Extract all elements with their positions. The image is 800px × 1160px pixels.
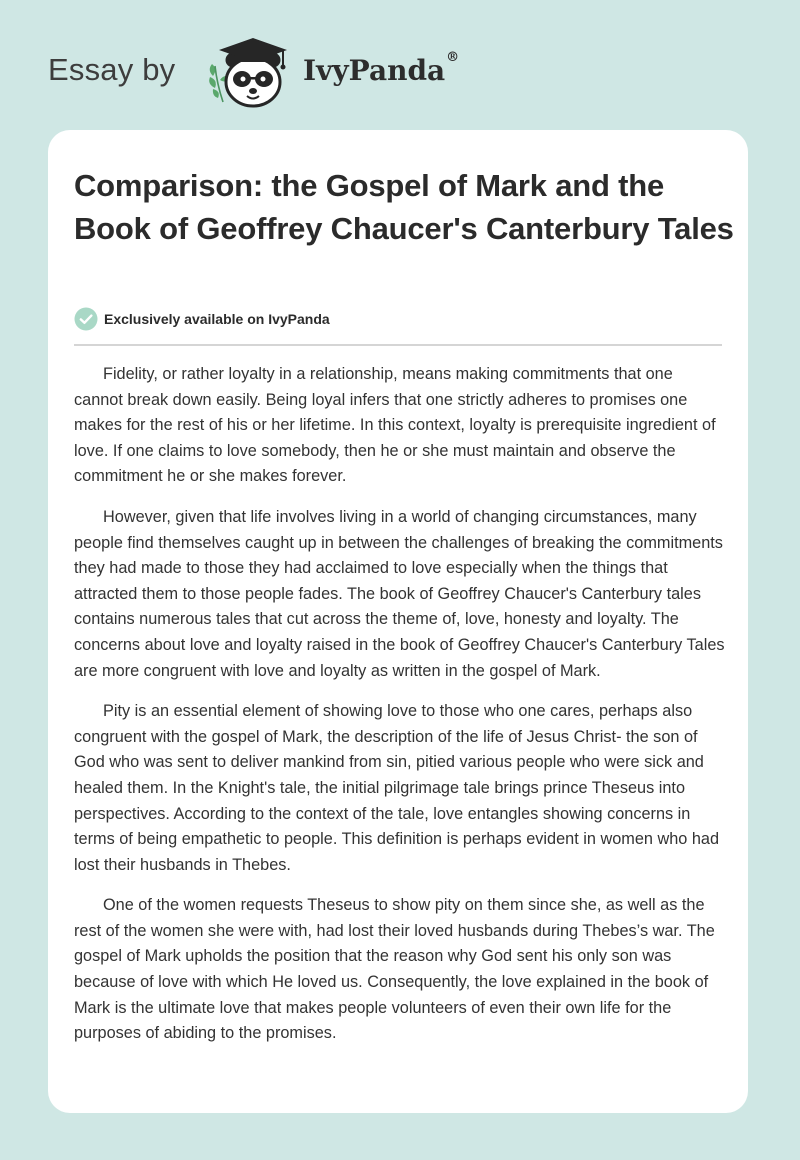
essay-title: Comparison: the Gospel of Mark and the Book of Geoffrey Chaucer's Canterbury Tales [74,168,734,246]
exclusive-badge-label: Exclusively available on IvyPanda [104,311,330,327]
brand-name-text: IvyPanda [303,54,446,87]
brand-header [48,36,468,108]
essay-card [48,130,748,1113]
panda-graduate-logo-icon [203,36,303,108]
brand-name [303,50,460,87]
title-divider [74,344,722,346]
essay-paragraph: One of the women requests Theseus to show pity on them since she, as well as the rest of the women she were with, had lost their loved husbands during Thebes’s war. The gospel of Mark upholds the position that the reason why God sent his only son was because of love with which He loved us. Consequently, the love explained in the book of Mark is the ultimate love that makes people volunteers of even their own life for the purposes of abiding to the promises. [74,896,715,1043]
check-circle-icon [74,307,98,331]
essay-paragraph: Pity is an essential element of showing love to those who one cares, perhaps also congruent with the gospel of Mark, the description of the life of Jesus Christ- the son of God who was sent to deliver mankind from sin, pitied various people who were sick and healed them. In the Knight's tale, the initial pilgrimage tale brings prince Theseus into perspectives. According to the context of the tale, love entangles showing concerns in terms of being empathetic to people. This definition is perhaps evident in women who had lost their husbands in Thebes. [74,702,720,874]
essay-paragraph: Fidelity, or rather loyalty in a relationship, means making commitments that one cannot break down easily. Being loyal infers that one strictly adheres to promises one makes for the rest of his or her lifetime. In this context, loyalty is prerequisite ingredient of love. If one claims to love somebody, then he or she must maintain and observe the commitment he or she makes forever. [74,365,716,486]
exclusive-badge [74,306,330,332]
essay-paragraph: However, given that life involves living in a world of changing circumstances, many people find themselves caught up in between the challenges of breaking the commitments they had made to those they had acclaimed to love especially when the things that attracted them to those people fades. The book of Geoffrey Chaucer's Canterbury tales contains numerous tales that cut across the theme of, love, honesty and loyalty. The concerns about love and loyalty raised in the book of Geoffrey Chaucer's Canterbury Tales are more congruent with love and loyalty as written in the gospel of Mark. [74,507,725,680]
brand-prefix: Essay by [48,52,176,87]
registered-mark: ® [446,50,460,65]
essay-body [74,362,726,1062]
